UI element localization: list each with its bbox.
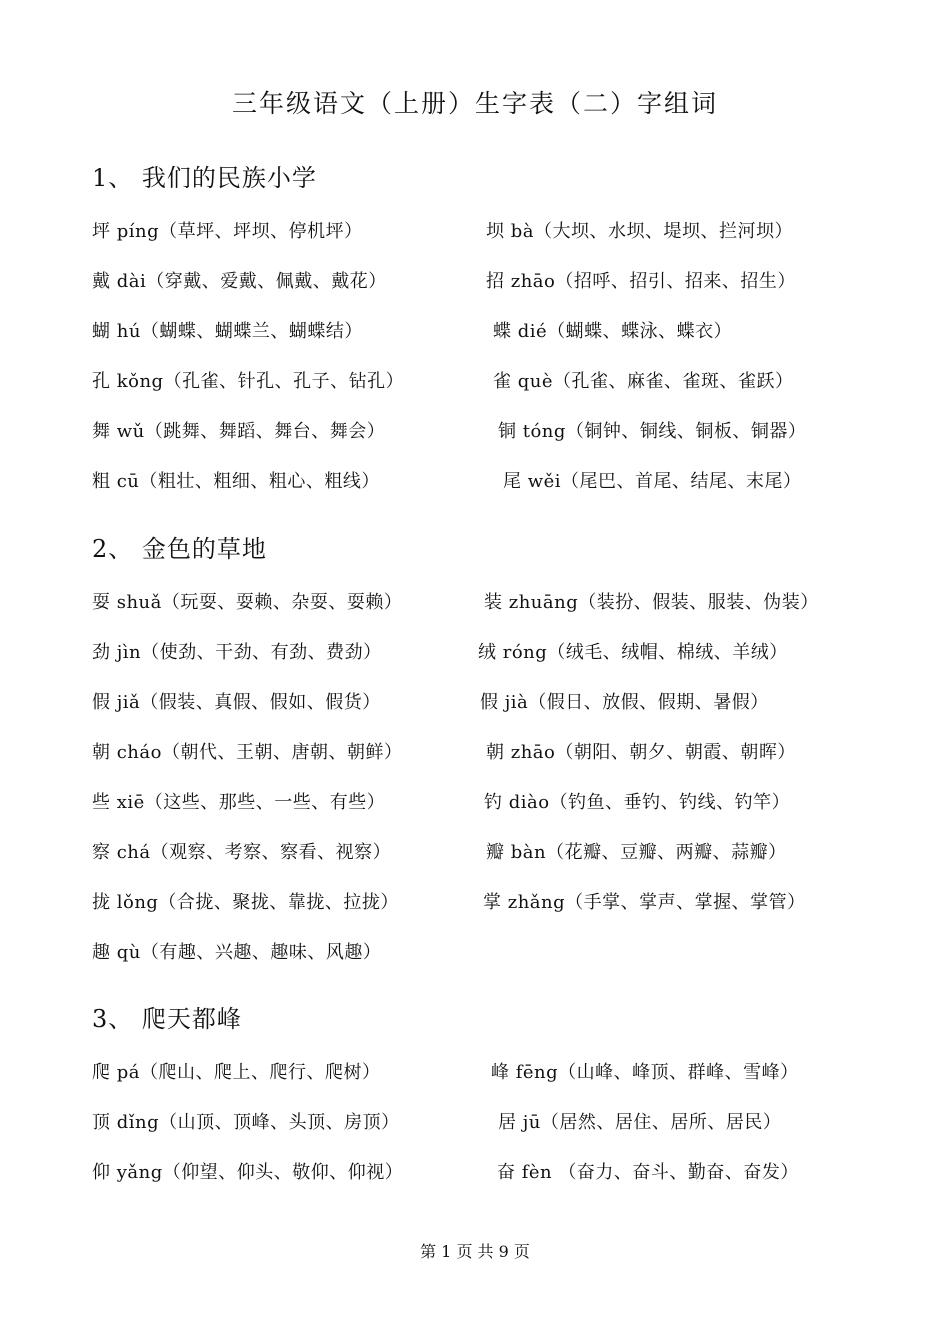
word-entry-left: 戴 dài（穿戴、爱戴、佩戴、戴花）	[92, 271, 387, 292]
word-entry-left: 劲 jìn（使劲、干劲、有劲、费劲）	[92, 642, 382, 663]
word-entry-right: 蝶 dié（蝴蝶、蝶泳、蝶衣）	[493, 321, 733, 342]
word-entry-left: 朝 cháo（朝代、王朝、唐朝、朝鲜）	[92, 742, 403, 763]
word-entry-left: 舞 wǔ（跳舞、舞蹈、舞台、舞会）	[92, 421, 386, 442]
word-entry-left: 耍 shuǎ（玩耍、耍赖、杂耍、耍赖）	[92, 592, 403, 613]
word-entry-right: 尾 wěi（尾巴、首尾、结尾、末尾）	[503, 471, 802, 492]
word-entry-right: 掌 zhǎng（手掌、掌声、掌握、掌管）	[483, 892, 806, 913]
word-entry-right: 朝 zhāo（朝阳、朝夕、朝霞、朝晖）	[486, 742, 796, 763]
word-entry-right: 铜 tóng（铜钟、铜线、铜板、铜器）	[498, 421, 807, 442]
word-entry-left: 些 xiē（这些、那些、一些、有些）	[92, 792, 386, 813]
word-entry-right: 峰 fēng（山峰、峰顶、群峰、雪峰）	[491, 1062, 799, 1083]
word-entry-right: 钓 diào（钓鱼、垂钓、钓线、钓竿）	[484, 792, 791, 813]
word-entry-left: 孔 kǒng（孔雀、针孔、孔子、钻孔）	[92, 371, 405, 392]
word-entry-right: 绒 róng（绒毛、绒帽、棉绒、羊绒）	[478, 642, 788, 663]
word-entry-left: 蝴 hú（蝴蝶、蝴蝶兰、蝴蝶结）	[92, 321, 363, 342]
document-title: 三年级语文（上册）生字表（二）字组词	[231, 89, 718, 118]
word-entry-right: 雀 què（孔雀、麻雀、雀斑、雀跃）	[493, 371, 794, 392]
word-entry-left: 坪 píng（草坪、坪坝、停机坪）	[92, 221, 363, 242]
word-entry-left: 拢 lǒng（合拢、聚拢、靠拢、拉拢）	[92, 892, 399, 913]
word-entry-right: 坝 bà（大坝、水坝、堤坝、拦河坝）	[486, 221, 793, 242]
word-entry-left: 爬 pá（爬山、爬上、爬行、爬树）	[92, 1062, 381, 1083]
word-entry-left: 假 jiǎ（假装、真假、假如、假货）	[92, 692, 381, 713]
word-entry-left: 趣 qù（有趣、兴趣、趣味、风趣）	[92, 942, 382, 963]
word-entry-right: 假 jià（假日、放假、假期、暑假）	[480, 692, 769, 713]
word-entry-left: 顶 dǐng（山顶、顶峰、头顶、房顶）	[92, 1112, 400, 1133]
word-entry-left: 察 chá（观察、考察、察看、视察）	[92, 842, 392, 863]
page-footer: 第 1 页 共 9 页	[420, 1242, 530, 1261]
word-entry-right: 居 jū（居然、居住、居所、居民）	[498, 1112, 782, 1133]
word-entry-right: 奋 fèn （奋力、奋斗、勤奋、奋发）	[497, 1162, 799, 1183]
word-entry-right: 招 zhāo（招呼、招引、招来、招生）	[486, 271, 796, 292]
word-entry-right: 装 zhuāng（装扮、假装、服装、伪装）	[484, 592, 819, 613]
section-heading: 1、 我们的民族小学	[92, 164, 317, 192]
section-heading: 3、 爬天都峰	[92, 1005, 242, 1033]
word-entry-left: 粗 cū（粗壮、粗细、粗心、粗线）	[92, 471, 380, 492]
section-heading: 2、 金色的草地	[92, 535, 267, 563]
word-entry-left: 仰 yǎng（仰望、仰头、敬仰、仰视）	[92, 1162, 404, 1183]
word-entry-right: 瓣 bàn（花瓣、豆瓣、两瓣、蒜瓣）	[486, 842, 787, 863]
